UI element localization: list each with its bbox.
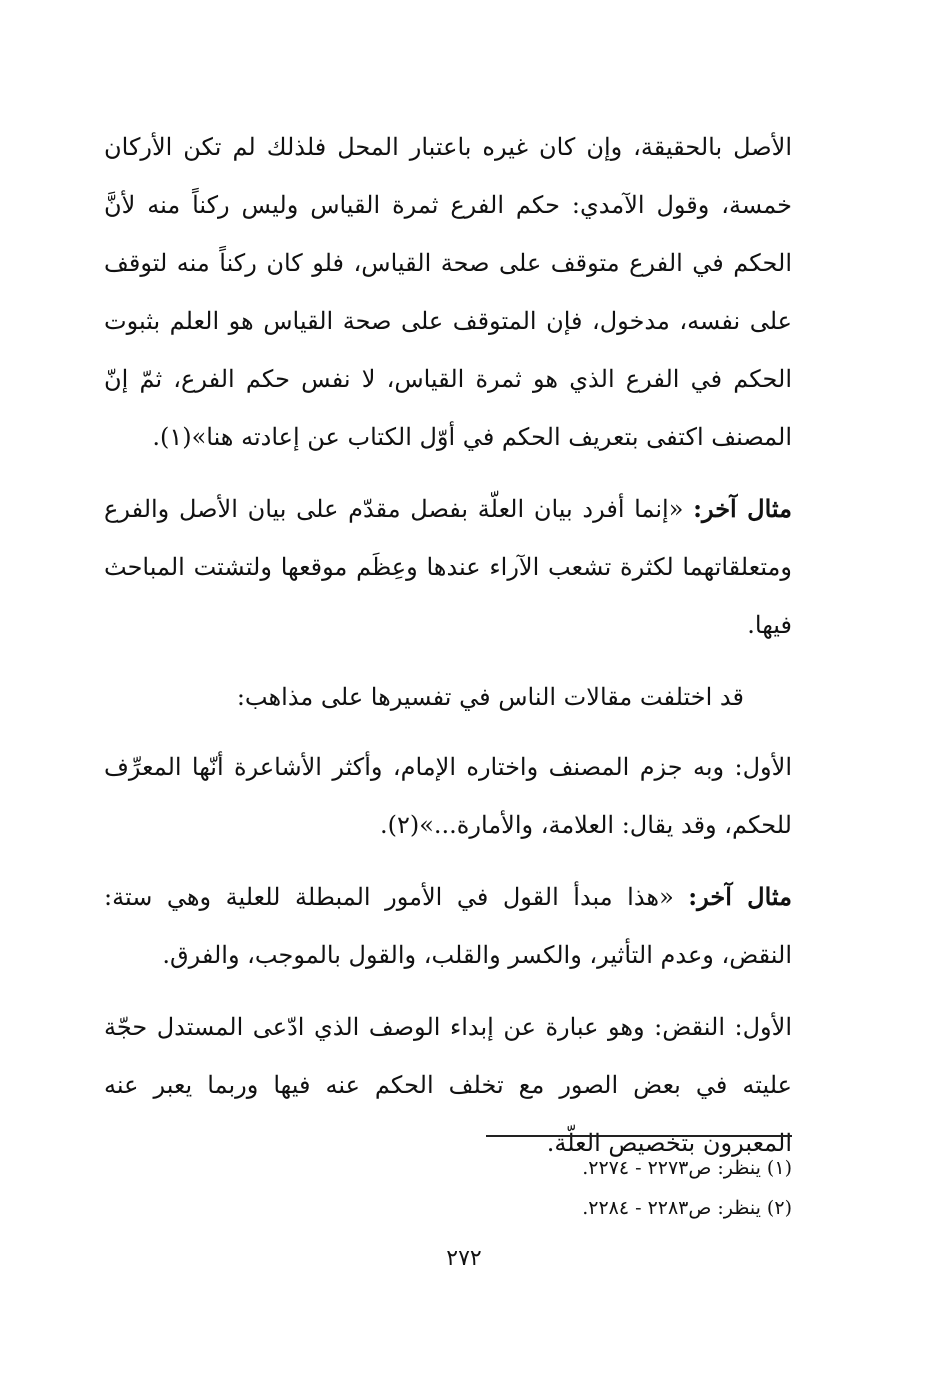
paragraph-5 [104, 868, 792, 984]
page-body [104, 118, 792, 1186]
paragraph-2-lead: مثال آخر: [693, 494, 792, 523]
paragraph-3-text: قد اختلفت مقالات الناس في تفسيرها على مذاهب: [236, 683, 744, 711]
page-number: ٢٧٢ [446, 1246, 482, 1271]
paragraph-2-text: «إنما أفرد بيان العلّة بفصل مقدّم على بيان الأصل والفرع ومتعلقاتهما لكثرة تشعب الآراء عندها وعِظَم موقعها ولتشتت المباحث فيها. [104, 495, 792, 639]
paragraph-6-text: الأول: النقض: وهو عبارة عن إبداء الوصف الذي ادّعى المستدل حجّة عليته في بعض الصور مع تخلف الحكم عنه فيها وربما يعبر عنه المعبرون بتخصيص العلّة. [104, 1013, 792, 1157]
footnote-1: (١) ينظر: ص٢٢٧٣ - ٢٢٧٤. [582, 1157, 792, 1179]
paragraph-6 [104, 998, 792, 1172]
footnote-2: (٢) ينظر: ص٢٢٨٣ - ٢٢٨٤. [582, 1197, 792, 1219]
paragraph-5-lead: مثال آخر: [688, 882, 792, 911]
footnotes [486, 1148, 792, 1228]
paragraph-2 [104, 480, 792, 654]
paragraph-4 [104, 738, 792, 854]
paragraph-5-text: «هذا مبدأ القول في الأمور المبطلة للعلية وهي ستة: النقض، وعدم التأثير، والكسر والقلب، والقول بالموجب، والفرق. [104, 883, 792, 969]
paragraph-1 [104, 118, 792, 466]
paragraph-4-text: الأول: وبه جزم المصنف واختاره الإمام، وأكثر الأشاعرة أنّها المعرِّف للحكم، وقد يقال: العلامة، والأمارة...»(٢). [104, 753, 792, 839]
paragraph-3 [104, 668, 792, 726]
footnote-separator [486, 1135, 792, 1137]
paragraph-1-text: الأصل بالحقيقة، وإن كان غيره باعتبار المحل فلذلك لم تكن الأركان خمسة، وقول الآمدي: حكم الفرع ثمرة القياس وليس ركناً منه لأنَّ الحكم في الفرع متوقف على صحة القياس، فلو كان ركناً منه لتوقف على نفسه، مدخول، فإن المتوقف على صحة القياس هو العلم بثبوت الحكم في الفرع الذي هو ثمرة القياس، لا نفس حكم الفرع، ثمّ إنّ المصنف اكتفى بتعريف الحكم في أوّل الكتاب عن إعادته هنا»(١). [104, 133, 792, 451]
